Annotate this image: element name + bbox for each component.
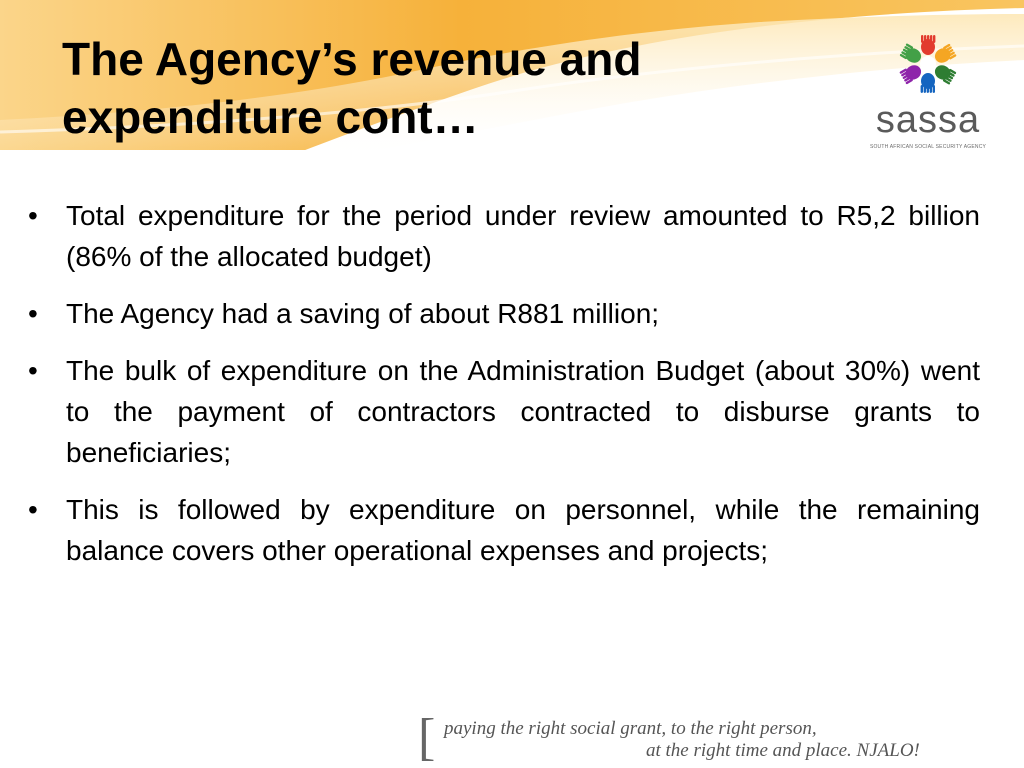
- hand-shape: [921, 35, 935, 55]
- footer-tagline: [418, 709, 1024, 768]
- bullet-item: [28, 195, 980, 277]
- sassa-logo: [858, 26, 998, 156]
- bullet-marker: •: [28, 494, 38, 525]
- bullet-marker: •: [28, 298, 38, 329]
- logo-wordmark: sassa: [875, 99, 981, 141]
- bullet-item: [28, 350, 980, 473]
- bullet-text: The bulk of expenditure on the Administration Budget (about 30%) went to the payment of contractors contracted to disburse grants to beneficiaries;: [66, 355, 980, 468]
- hand-shape: [899, 62, 924, 84]
- bullet-marker: •: [28, 355, 38, 386]
- hands-logo-icon: [888, 30, 968, 96]
- bullet-marker: •: [28, 200, 38, 231]
- bullet-list: [28, 195, 980, 587]
- logo-center: [920, 56, 936, 72]
- bullet-item: [28, 293, 980, 334]
- logo-subtitle: SOUTH AFRICAN SOCIAL SECURITY AGENCY: [869, 144, 987, 150]
- title-line-2: expenditure cont…: [62, 91, 479, 143]
- footer-line-2: at the right time and place. NJALO!: [646, 740, 920, 761]
- bullet-text: The Agency had a saving of about R881 million;: [66, 298, 660, 329]
- footer-bracket: [: [418, 709, 436, 766]
- bullet-text: This is followed by expenditure on personnel, while the remaining balance covers other operational expenses and projects;: [66, 494, 980, 566]
- bullet-text: Total expenditure for the period under review amounted to R5,2 billion (86% of the allocated budget): [66, 200, 980, 272]
- title-line-1: The Agency’s revenue and: [62, 33, 642, 85]
- bullet-item: [28, 489, 980, 571]
- hand-shape: [921, 73, 935, 93]
- footer-line-1: paying the right social grant, to the right person,: [444, 718, 817, 739]
- slide-title: [62, 30, 822, 146]
- hand-shape: [932, 43, 957, 65]
